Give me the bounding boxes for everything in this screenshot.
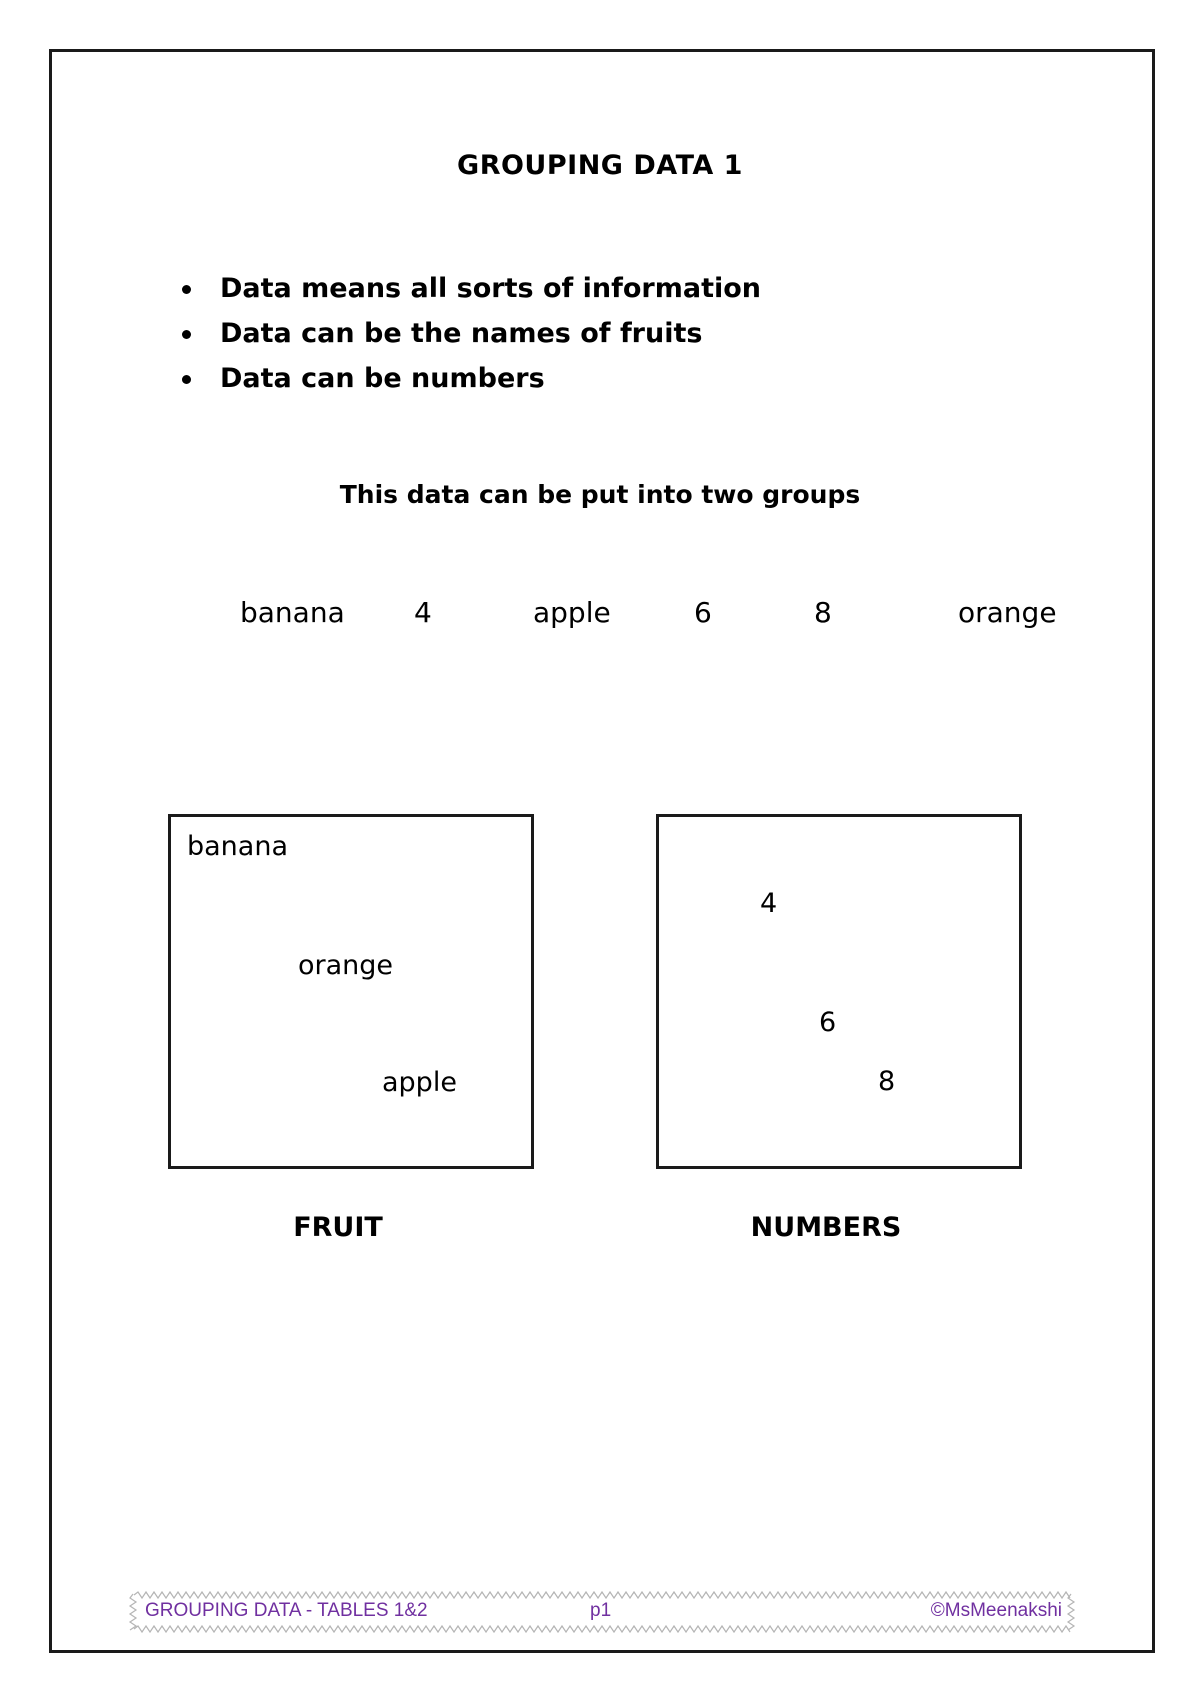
intro-text: This data can be put into two groups	[339, 480, 861, 509]
bullet-dot-icon	[182, 375, 191, 384]
numbers-group-label: NUMBERS	[750, 1212, 902, 1243]
bullet-dot-icon	[182, 330, 191, 339]
bullet-dot-icon	[182, 285, 191, 294]
page-footer	[128, 1590, 1076, 1634]
fruit-item-apple: apple	[382, 1067, 457, 1098]
footer-page-number: p1	[590, 1600, 612, 1621]
bullet-text: Data can be numbers	[220, 363, 545, 394]
data-item-8: 8	[814, 596, 832, 629]
footer-left-text: GROUPING DATA - TABLES 1&2	[145, 1600, 428, 1621]
bullet-list	[180, 266, 761, 401]
data-item-banana: banana	[240, 596, 345, 629]
data-item-6: 6	[694, 596, 712, 629]
fruit-item-banana: banana	[187, 831, 288, 862]
number-item-8: 8	[878, 1066, 896, 1097]
data-item-4: 4	[414, 596, 432, 629]
fruit-group-label: FRUIT	[293, 1212, 383, 1243]
bullet-item	[180, 311, 761, 356]
numbers-group-box	[656, 814, 1022, 1169]
bullet-item	[180, 356, 761, 401]
bullet-text: Data means all sorts of information	[220, 273, 762, 304]
data-item-apple: apple	[533, 596, 611, 629]
data-item-orange: orange	[958, 596, 1057, 629]
bullet-text: Data can be the names of fruits	[220, 318, 703, 349]
fruit-group-box	[168, 814, 534, 1169]
footer-copyright: ©MsMeenakshi	[930, 1600, 1062, 1621]
bullet-item	[180, 266, 761, 311]
fruit-item-orange: orange	[298, 950, 394, 981]
page-title: GROUPING DATA 1	[457, 150, 743, 181]
number-item-4: 4	[760, 888, 778, 919]
number-item-6: 6	[819, 1007, 837, 1038]
